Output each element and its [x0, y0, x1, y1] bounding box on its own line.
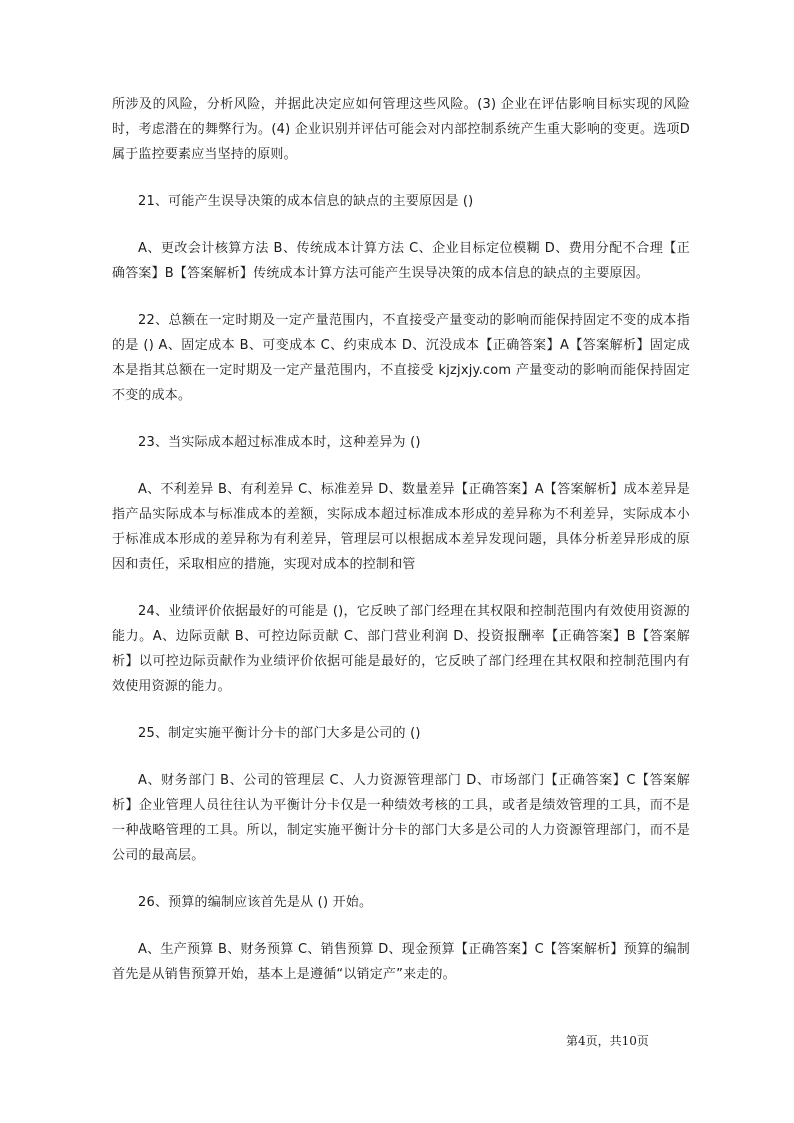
- question-24: 24、业绩评价依据最好的可能是 ()，它反映了部门经理在其权限和控制范围内有效使用资源的能力。A、边际贡献 B、可控边际贡献 C、部门营业利润 D、投资报酬率【正确答案】B【答案解析】以可控边际贡献作为业绩评价依据可能是最好的，它反映了部门经理在其权限和控制范围内有效使用资源的能力。: [112, 604, 690, 694]
- page-number-footer: 第4页，共10页: [566, 1034, 649, 1048]
- page-content: [112, 92, 690, 987]
- answer-25: A、财务部门 B、公司的管理层 C、人力资源管理部门 D、市场部门【正确答案】C【答案解析】企业管理人员往往认为平衡计分卡仅是一种绩效考核的工具，或者是绩效管理的工具，而不是一种战略管理的工具。所以，制定实施平衡计分卡的部门大多是公司的人力资源管理部门，而不是公司的最高层。: [112, 773, 690, 863]
- answer-26: A、生产预算 B、财务预算 C、销售预算 D、现金预算【正确答案】C【答案解析】预算的编制首先是从销售预算开始，基本上是遵循“以销定产”来走的。: [112, 942, 690, 982]
- question-21: 21、可能产生误导决策的成本信息的缺点的主要原因是 (): [138, 194, 474, 209]
- question-25: 25、制定实施平衡计分卡的部门大多是公司的 (): [138, 726, 421, 741]
- answer-23: A、不利差异 B、有利差异 C、标准差异 D、数量差异【正确答案】A【答案解析】成本差异是指产品实际成本与标准成本的差额，实际成本超过标准成本形成的差异称为不利差异，实际成本小于标准成本形成的差异称为有利差异，管理层可以根据成本差异发现问题，具体分析差异形成的原因和责任，采取相应的措施，实现对成本的控制和管: [112, 482, 690, 572]
- question-26: 26、预算的编制应该首先是从 () 开始。: [138, 895, 373, 910]
- answer-21: A、更改会计核算方法 B、传统成本计算方法 C、企业目标定位模糊 D、费用分配不合理【正确答案】B【答案解析】传统成本计算方法可能产生误导决策的成本信息的缺点的主要原因。: [112, 241, 690, 281]
- question-23: 23、当实际成本超过标准成本时，这种差异为 (): [138, 435, 421, 450]
- question-22: 22、总额在一定时期及一定产量范围内，不直接受产量变动的影响而能保持固定不变的成本指的是 () A、固定成本 B、可变成本 C、约束成本 D、沉没成本【正确答案】A【答案解析】固定成本是指其总额在一定时期及一定产量范围内，不直接受 kjzjxjy.com 产量变动的影响而能保持固定不变的成本。: [112, 313, 690, 403]
- paragraph-continuation: 所涉及的风险，分析风险，并据此决定应如何管理这些风险。(3) 企业在评估影响目标实现的风险时，考虑潜在的舞弊行为。(4) 企业识别并评估可能会对内部控制系统产生重大影响的变更。选项D属于监控要素应当坚持的原则。: [112, 97, 690, 162]
